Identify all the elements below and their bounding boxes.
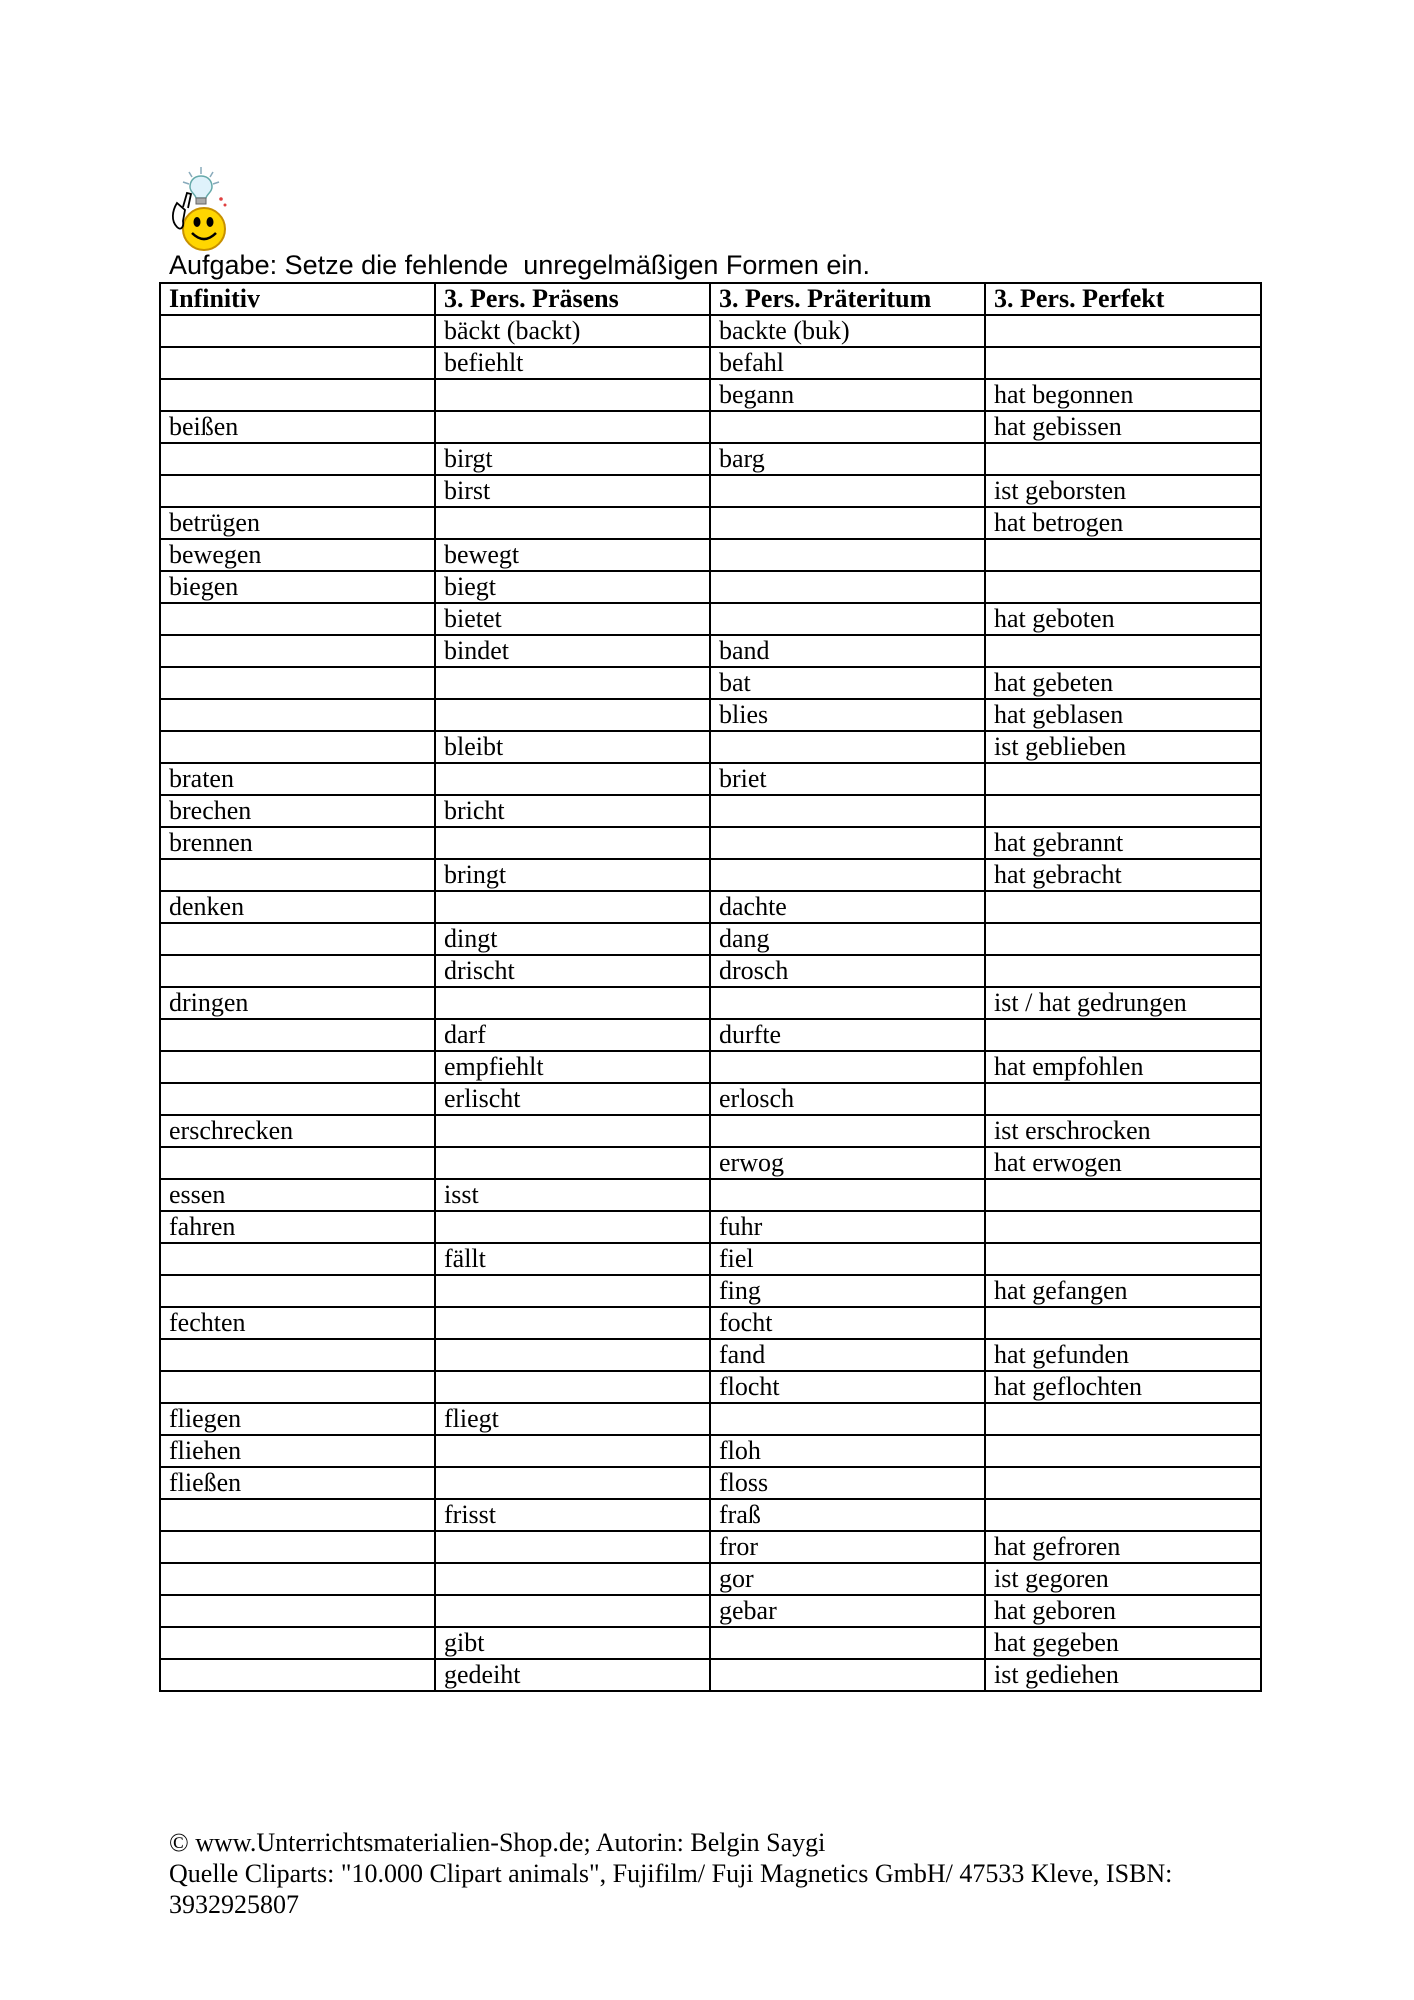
table-row [160, 1467, 1261, 1499]
table-row [160, 1083, 1261, 1115]
cell-praeteritum: erlosch [710, 1083, 985, 1115]
cell-praeteritum [710, 795, 985, 827]
cell-perfekt: hat gebracht [985, 859, 1261, 891]
cell-praeteritum: durfte [710, 1019, 985, 1051]
table-row [160, 891, 1261, 923]
cell-infinitiv [160, 1659, 435, 1691]
cell-praeteritum: fuhr [710, 1211, 985, 1243]
cell-infinitiv [160, 923, 435, 955]
table-row [160, 1371, 1261, 1403]
cell-infinitiv: betrügen [160, 507, 435, 539]
table-row [160, 1115, 1261, 1147]
cell-praeteritum: blies [710, 699, 985, 731]
cell-praeteritum [710, 411, 985, 443]
table-row [160, 571, 1261, 603]
cell-infinitiv [160, 475, 435, 507]
cell-praeteritum [710, 1627, 985, 1659]
cell-perfekt: hat empfohlen [985, 1051, 1261, 1083]
table-row [160, 603, 1261, 635]
cell-praesens [435, 763, 710, 795]
cell-praesens: bleibt [435, 731, 710, 763]
table-row [160, 1595, 1261, 1627]
table-row [160, 795, 1261, 827]
cell-infinitiv [160, 667, 435, 699]
cell-infinitiv [160, 1019, 435, 1051]
table-row [160, 987, 1261, 1019]
cell-praeteritum: floss [710, 1467, 985, 1499]
cell-praeteritum: fing [710, 1275, 985, 1307]
cell-perfekt: ist / hat gedrungen [985, 987, 1261, 1019]
header-praeteritum: 3. Pers. Präteritum [710, 283, 985, 315]
cell-perfekt: hat geflochten [985, 1371, 1261, 1403]
cell-perfekt: hat gebeten [985, 667, 1261, 699]
cell-praesens [435, 1371, 710, 1403]
task-instruction: Aufgabe: Setze die fehlende unregelmäßigen Formen ein. [169, 250, 870, 280]
cell-perfekt [985, 1019, 1261, 1051]
table-row [160, 1147, 1261, 1179]
cell-infinitiv [160, 1147, 435, 1179]
cell-perfekt: ist geblieben [985, 731, 1261, 763]
cell-perfekt [985, 923, 1261, 955]
cell-praeteritum: briet [710, 763, 985, 795]
cell-praesens: bindet [435, 635, 710, 667]
cell-praeteritum: dachte [710, 891, 985, 923]
cell-perfekt [985, 315, 1261, 347]
cell-praeteritum [710, 539, 985, 571]
cell-praesens [435, 1595, 710, 1627]
cell-praeteritum [710, 827, 985, 859]
cell-praesens [435, 699, 710, 731]
cell-perfekt [985, 1499, 1261, 1531]
cell-praesens: befiehlt [435, 347, 710, 379]
cell-praeteritum [710, 1115, 985, 1147]
cell-praesens [435, 827, 710, 859]
cell-praesens [435, 1435, 710, 1467]
cell-praeteritum [710, 507, 985, 539]
footer-clipart-source: Quelle Cliparts: "10.000 Clipart animals", Fujifilm/ Fuji Magnetics GmbH/ 47533 Kleve, ISBN: 3932925807 [169, 1859, 1179, 1919]
cell-perfekt [985, 1179, 1261, 1211]
cell-praesens: frisst [435, 1499, 710, 1531]
cell-perfekt [985, 1467, 1261, 1499]
cell-praesens [435, 1115, 710, 1147]
cell-praeteritum [710, 603, 985, 635]
cell-infinitiv [160, 731, 435, 763]
cell-praesens: fällt [435, 1243, 710, 1275]
table-row [160, 955, 1261, 987]
table-row [160, 1435, 1261, 1467]
cell-praesens [435, 1147, 710, 1179]
cell-praesens: gedeiht [435, 1659, 710, 1691]
table-row [160, 1563, 1261, 1595]
cell-perfekt: hat geboten [985, 603, 1261, 635]
cell-praeteritum: fraß [710, 1499, 985, 1531]
footer [169, 1827, 1259, 1920]
cell-praesens [435, 1211, 710, 1243]
cell-infinitiv: fließen [160, 1467, 435, 1499]
cell-infinitiv: braten [160, 763, 435, 795]
cell-infinitiv: fahren [160, 1211, 435, 1243]
cell-praeteritum: fand [710, 1339, 985, 1371]
cell-praeteritum [710, 1659, 985, 1691]
cell-praeteritum [710, 1403, 985, 1435]
cell-perfekt: hat gebissen [985, 411, 1261, 443]
cell-praesens: fliegt [435, 1403, 710, 1435]
cell-perfekt: ist erschrocken [985, 1115, 1261, 1147]
cell-praesens [435, 1467, 710, 1499]
cell-infinitiv [160, 1627, 435, 1659]
table-row [160, 635, 1261, 667]
table-row [160, 1627, 1261, 1659]
cell-infinitiv [160, 379, 435, 411]
smiley-lightbulb-icon [163, 165, 239, 253]
table-row [160, 1019, 1261, 1051]
cell-perfekt [985, 795, 1261, 827]
header-perfekt: 3. Pers. Perfekt [985, 283, 1261, 315]
cell-perfekt: hat begonnen [985, 379, 1261, 411]
cell-praesens: erlischt [435, 1083, 710, 1115]
cell-praesens [435, 379, 710, 411]
table-row [160, 763, 1261, 795]
cell-perfekt: hat betrogen [985, 507, 1261, 539]
cell-praeteritum: drosch [710, 955, 985, 987]
table-row [160, 411, 1261, 443]
cell-infinitiv [160, 315, 435, 347]
cell-praesens: bewegt [435, 539, 710, 571]
cell-praeteritum: erwog [710, 1147, 985, 1179]
cell-praesens: birst [435, 475, 710, 507]
cell-infinitiv: denken [160, 891, 435, 923]
cell-perfekt [985, 763, 1261, 795]
cell-perfekt: hat geblasen [985, 699, 1261, 731]
table-row [160, 1275, 1261, 1307]
cell-infinitiv [160, 1083, 435, 1115]
cell-perfekt [985, 1435, 1261, 1467]
cell-infinitiv: fechten [160, 1307, 435, 1339]
cell-praesens [435, 1531, 710, 1563]
cell-praeteritum: bat [710, 667, 985, 699]
cell-infinitiv: fliehen [160, 1435, 435, 1467]
cell-praesens [435, 1275, 710, 1307]
table-row [160, 1499, 1261, 1531]
table-row [160, 667, 1261, 699]
cell-infinitiv: bewegen [160, 539, 435, 571]
cell-praeteritum: barg [710, 443, 985, 475]
cell-infinitiv [160, 699, 435, 731]
table-body [160, 315, 1261, 1691]
cell-perfekt: ist geborsten [985, 475, 1261, 507]
cell-infinitiv [160, 859, 435, 891]
cell-infinitiv: brennen [160, 827, 435, 859]
cell-perfekt: hat gefunden [985, 1339, 1261, 1371]
cell-perfekt [985, 1083, 1261, 1115]
cell-infinitiv: biegen [160, 571, 435, 603]
cell-infinitiv: dringen [160, 987, 435, 1019]
header-infinitiv: Infinitiv [160, 283, 435, 315]
table-row [160, 1211, 1261, 1243]
verb-table [159, 282, 1262, 1692]
table-row [160, 1403, 1261, 1435]
table-row [160, 699, 1261, 731]
cell-infinitiv [160, 1339, 435, 1371]
cell-perfekt [985, 347, 1261, 379]
cell-praesens: bricht [435, 795, 710, 827]
cell-praeteritum [710, 1051, 985, 1083]
cell-infinitiv [160, 443, 435, 475]
table-row [160, 1659, 1261, 1691]
cell-praeteritum: gor [710, 1563, 985, 1595]
cell-praeteritum: befahl [710, 347, 985, 379]
cell-praeteritum [710, 731, 985, 763]
cell-perfekt [985, 539, 1261, 571]
cell-praesens [435, 1307, 710, 1339]
cell-infinitiv [160, 955, 435, 987]
table-row [160, 923, 1261, 955]
table-row [160, 1307, 1261, 1339]
cell-praeteritum [710, 1179, 985, 1211]
cell-praesens [435, 507, 710, 539]
cell-infinitiv: brechen [160, 795, 435, 827]
cell-infinitiv [160, 1051, 435, 1083]
cell-perfekt [985, 635, 1261, 667]
cell-praeteritum: focht [710, 1307, 985, 1339]
cell-praeteritum [710, 571, 985, 603]
table-row [160, 1243, 1261, 1275]
cell-perfekt [985, 571, 1261, 603]
cell-praesens: gibt [435, 1627, 710, 1659]
cell-praesens: drischt [435, 955, 710, 987]
cell-perfekt: hat gegeben [985, 1627, 1261, 1659]
cell-perfekt [985, 1403, 1261, 1435]
cell-infinitiv [160, 1499, 435, 1531]
table-row [160, 1179, 1261, 1211]
cell-perfekt [985, 891, 1261, 923]
table-row [160, 347, 1261, 379]
cell-perfekt: hat gefroren [985, 1531, 1261, 1563]
cell-praesens: birgt [435, 443, 710, 475]
cell-infinitiv [160, 1243, 435, 1275]
cell-praeteritum [710, 475, 985, 507]
table-row [160, 315, 1261, 347]
cell-perfekt [985, 1243, 1261, 1275]
cell-infinitiv [160, 1531, 435, 1563]
table-row [160, 1339, 1261, 1371]
table-row [160, 443, 1261, 475]
cell-perfekt [985, 955, 1261, 987]
cell-praesens: isst [435, 1179, 710, 1211]
cell-praesens [435, 891, 710, 923]
table-row [160, 731, 1261, 763]
table-row [160, 539, 1261, 571]
cell-perfekt: hat gebrannt [985, 827, 1261, 859]
cell-praeteritum: fror [710, 1531, 985, 1563]
cell-praeteritum: fiel [710, 1243, 985, 1275]
cell-praesens [435, 411, 710, 443]
cell-praesens: bringt [435, 859, 710, 891]
cell-praeteritum: flocht [710, 1371, 985, 1403]
cell-praesens [435, 987, 710, 1019]
table-row [160, 827, 1261, 859]
cell-perfekt [985, 1307, 1261, 1339]
cell-infinitiv [160, 603, 435, 635]
cell-infinitiv [160, 635, 435, 667]
cell-infinitiv [160, 1563, 435, 1595]
table-row [160, 1051, 1261, 1083]
cell-infinitiv: fliegen [160, 1403, 435, 1435]
cell-praeteritum: gebar [710, 1595, 985, 1627]
cell-praesens: dingt [435, 923, 710, 955]
cell-praeteritum: band [710, 635, 985, 667]
cell-infinitiv: erschrecken [160, 1115, 435, 1147]
cell-perfekt: hat geboren [985, 1595, 1261, 1627]
cell-praeteritum: floh [710, 1435, 985, 1467]
table-row [160, 1531, 1261, 1563]
table-row [160, 379, 1261, 411]
cell-perfekt: ist gediehen [985, 1659, 1261, 1691]
cell-infinitiv [160, 1275, 435, 1307]
cell-praesens: bäckt (backt) [435, 315, 710, 347]
table-row [160, 475, 1261, 507]
cell-perfekt [985, 443, 1261, 475]
cell-perfekt: ist gegoren [985, 1563, 1261, 1595]
cell-praesens: darf [435, 1019, 710, 1051]
cell-infinitiv [160, 1371, 435, 1403]
cell-praeteritum: begann [710, 379, 985, 411]
cell-praesens [435, 1339, 710, 1371]
cell-praesens: empfiehlt [435, 1051, 710, 1083]
table-header-row [160, 283, 1261, 315]
table-row [160, 507, 1261, 539]
cell-perfekt: hat gefangen [985, 1275, 1261, 1307]
cell-praesens [435, 667, 710, 699]
cell-praesens: bietet [435, 603, 710, 635]
cell-perfekt [985, 1211, 1261, 1243]
cell-praeteritum [710, 987, 985, 1019]
cell-infinitiv [160, 1595, 435, 1627]
footer-copyright: © www.Unterrichtsmaterialien-Shop.de; Autorin: Belgin Saygi [169, 1828, 826, 1857]
cell-praesens: biegt [435, 571, 710, 603]
cell-praeteritum: dang [710, 923, 985, 955]
cell-praeteritum [710, 859, 985, 891]
cell-infinitiv: essen [160, 1179, 435, 1211]
table-row [160, 859, 1261, 891]
header-praesens: 3. Pers. Präsens [435, 283, 710, 315]
cell-infinitiv: beißen [160, 411, 435, 443]
cell-infinitiv [160, 347, 435, 379]
cell-praeteritum: backte (buk) [710, 315, 985, 347]
cell-praesens [435, 1563, 710, 1595]
cell-perfekt: hat erwogen [985, 1147, 1261, 1179]
